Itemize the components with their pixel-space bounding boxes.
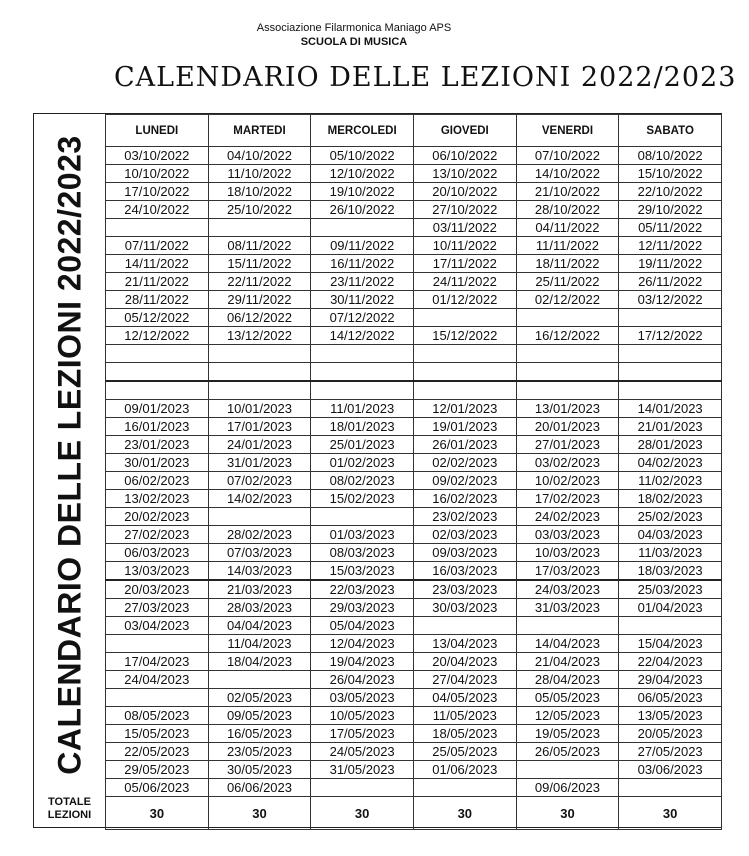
date-cell: 27/01/2023 (516, 436, 619, 454)
date-cell: 06/06/2023 (208, 779, 311, 797)
date-cell: 25/11/2022 (516, 273, 619, 291)
date-cell: 25/05/2023 (413, 743, 516, 761)
date-cell: 15/11/2022 (208, 255, 311, 273)
date-cell: 08/03/2023 (311, 544, 414, 562)
date-cell: 27/03/2023 (106, 599, 209, 617)
date-cell: 05/05/2023 (516, 689, 619, 707)
total-cell: 30 (619, 797, 722, 830)
date-cell: 07/12/2022 (311, 309, 414, 327)
date-cell: 21/10/2022 (516, 183, 619, 201)
date-cell: 11/03/2023 (619, 544, 722, 562)
date-cell: 04/03/2023 (619, 526, 722, 544)
date-cell: 22/10/2022 (619, 183, 722, 201)
date-cell (208, 381, 311, 400)
date-cell: 30/03/2023 (413, 599, 516, 617)
totals-row (106, 797, 722, 830)
date-cell: 12/01/2023 (413, 400, 516, 418)
date-cell: 19/05/2023 (516, 725, 619, 743)
date-cell: 21/01/2023 (619, 418, 722, 436)
date-cell: 09/02/2023 (413, 472, 516, 490)
date-cell: 27/10/2022 (413, 201, 516, 219)
date-cell: 18/04/2023 (208, 653, 311, 671)
table-row (106, 599, 722, 617)
date-cell (516, 761, 619, 779)
totals-label: TOTALE LEZIONI (47, 796, 92, 821)
table-row (106, 689, 722, 707)
date-cell: 19/11/2022 (619, 255, 722, 273)
date-cell (619, 381, 722, 400)
date-cell: 01/03/2023 (311, 526, 414, 544)
table-row (106, 653, 722, 671)
date-cell (311, 345, 414, 363)
date-cell: 30/05/2023 (208, 761, 311, 779)
date-cell (208, 363, 311, 382)
table-row (106, 454, 722, 472)
date-cell: 11/10/2022 (208, 165, 311, 183)
date-cell: 17/03/2023 (516, 562, 619, 581)
date-cell: 23/01/2023 (106, 436, 209, 454)
date-cell: 10/05/2023 (311, 707, 414, 725)
table-row (106, 544, 722, 562)
date-cell (516, 309, 619, 327)
date-cell: 05/10/2022 (311, 147, 414, 165)
date-cell: 28/01/2023 (619, 436, 722, 454)
date-cell: 02/12/2022 (516, 291, 619, 309)
date-cell: 25/10/2022 (208, 201, 311, 219)
date-cell (106, 345, 209, 363)
weekday-header: VENERDI (516, 115, 619, 147)
date-cell: 12/11/2022 (619, 237, 722, 255)
date-cell (311, 219, 414, 237)
date-cell (311, 363, 414, 382)
date-cell: 16/01/2023 (106, 418, 209, 436)
date-cell: 07/10/2022 (516, 147, 619, 165)
date-cell: 13/05/2023 (619, 707, 722, 725)
date-cell: 06/12/2022 (208, 309, 311, 327)
date-cell: 28/10/2022 (516, 201, 619, 219)
date-cell: 13/10/2022 (413, 165, 516, 183)
table-row (106, 363, 722, 382)
date-cell: 18/02/2023 (619, 490, 722, 508)
date-cell: 18/03/2023 (619, 562, 722, 581)
table-row (106, 165, 722, 183)
date-cell: 22/11/2022 (208, 273, 311, 291)
date-cell: 13/04/2023 (413, 635, 516, 653)
date-cell: 06/02/2023 (106, 472, 209, 490)
total-cell: 30 (413, 797, 516, 830)
date-cell: 03/12/2022 (619, 291, 722, 309)
date-cell: 24/11/2022 (413, 273, 516, 291)
date-cell: 01/04/2023 (619, 599, 722, 617)
date-cell: 04/05/2023 (413, 689, 516, 707)
date-cell: 28/11/2022 (106, 291, 209, 309)
date-cell: 18/01/2023 (311, 418, 414, 436)
date-cell: 16/11/2022 (311, 255, 414, 273)
date-cell: 06/03/2023 (106, 544, 209, 562)
date-cell (516, 345, 619, 363)
association-name: Associazione Filarmonica Maniago APS (256, 22, 452, 34)
table-row (106, 562, 722, 581)
date-cell: 02/05/2023 (208, 689, 311, 707)
date-cell: 03/11/2022 (413, 219, 516, 237)
date-cell: 29/05/2023 (106, 761, 209, 779)
date-cell (413, 617, 516, 635)
table-row (106, 381, 722, 400)
date-cell: 31/05/2023 (311, 761, 414, 779)
date-cell: 05/11/2022 (619, 219, 722, 237)
date-cell (619, 309, 722, 327)
date-cell: 28/04/2023 (516, 671, 619, 689)
date-cell: 26/01/2023 (413, 436, 516, 454)
date-cell: 15/05/2023 (106, 725, 209, 743)
date-cell: 30/01/2023 (106, 454, 209, 472)
date-cell: 16/05/2023 (208, 725, 311, 743)
date-cell: 10/10/2022 (106, 165, 209, 183)
date-cell: 16/02/2023 (413, 490, 516, 508)
date-cell: 08/11/2022 (208, 237, 311, 255)
date-cell: 11/05/2023 (413, 707, 516, 725)
date-cell: 07/11/2022 (106, 237, 209, 255)
date-cell: 06/05/2023 (619, 689, 722, 707)
date-cell (413, 381, 516, 400)
date-cell: 21/04/2023 (516, 653, 619, 671)
date-cell (619, 617, 722, 635)
date-cell: 03/06/2023 (619, 761, 722, 779)
date-cell: 11/04/2023 (208, 635, 311, 653)
side-title (34, 114, 105, 795)
date-cell: 03/03/2023 (516, 526, 619, 544)
date-cell: 13/03/2023 (106, 562, 209, 581)
date-cell: 09/05/2023 (208, 707, 311, 725)
date-cell: 24/05/2023 (311, 743, 414, 761)
date-cell (311, 508, 414, 526)
date-cell: 17/11/2022 (413, 255, 516, 273)
table-row (106, 580, 722, 599)
date-cell: 27/05/2023 (619, 743, 722, 761)
calendar-body (106, 147, 722, 797)
table-row (106, 201, 722, 219)
date-cell: 18/11/2022 (516, 255, 619, 273)
date-cell: 16/12/2022 (516, 327, 619, 345)
date-cell: 20/03/2023 (106, 580, 209, 599)
date-cell: 04/04/2023 (208, 617, 311, 635)
date-cell: 27/02/2023 (106, 526, 209, 544)
date-cell (311, 381, 414, 400)
date-cell: 23/05/2023 (208, 743, 311, 761)
date-cell: 29/03/2023 (311, 599, 414, 617)
table-row (106, 707, 722, 725)
date-cell: 02/03/2023 (413, 526, 516, 544)
date-cell (106, 363, 209, 382)
weekday-header: LUNEDI (106, 115, 209, 147)
lessons-calendar-table (105, 114, 722, 830)
table-row (106, 291, 722, 309)
table-row (106, 327, 722, 345)
date-cell: 09/01/2023 (106, 400, 209, 418)
date-cell: 31/01/2023 (208, 454, 311, 472)
date-cell: 04/11/2022 (516, 219, 619, 237)
weekday-header: MERCOLEDI (311, 115, 414, 147)
page-title: CALENDARIO DELLE LEZIONI 2022/2023 (114, 62, 737, 93)
date-cell: 22/04/2023 (619, 653, 722, 671)
date-cell: 12/05/2023 (516, 707, 619, 725)
date-cell: 24/02/2023 (516, 508, 619, 526)
table-row (106, 147, 722, 165)
date-cell (619, 363, 722, 382)
date-cell: 31/03/2023 (516, 599, 619, 617)
date-cell: 03/05/2023 (311, 689, 414, 707)
total-cell: 30 (106, 797, 209, 830)
date-cell: 28/02/2023 (208, 526, 311, 544)
date-cell: 24/03/2023 (516, 580, 619, 599)
date-cell (208, 219, 311, 237)
table-row (106, 219, 722, 237)
table-row (106, 526, 722, 544)
date-cell: 20/05/2023 (619, 725, 722, 743)
date-cell: 08/02/2023 (311, 472, 414, 490)
date-cell: 09/06/2023 (516, 779, 619, 797)
date-cell: 16/03/2023 (413, 562, 516, 581)
date-cell: 10/03/2023 (516, 544, 619, 562)
date-cell (413, 779, 516, 797)
date-cell: 22/05/2023 (106, 743, 209, 761)
date-cell (208, 671, 311, 689)
date-cell: 13/02/2023 (106, 490, 209, 508)
table-row (106, 761, 722, 779)
date-cell: 09/03/2023 (413, 544, 516, 562)
table-row (106, 273, 722, 291)
date-cell: 10/11/2022 (413, 237, 516, 255)
date-cell: 20/01/2023 (516, 418, 619, 436)
date-cell: 04/02/2023 (619, 454, 722, 472)
table-row (106, 400, 722, 418)
date-cell: 26/04/2023 (311, 671, 414, 689)
total-cell: 30 (311, 797, 414, 830)
table-row (106, 436, 722, 454)
date-cell: 30/11/2022 (311, 291, 414, 309)
date-cell: 26/10/2022 (311, 201, 414, 219)
date-cell: 28/03/2023 (208, 599, 311, 617)
table-row (106, 508, 722, 526)
table-row (106, 617, 722, 635)
date-cell: 18/10/2022 (208, 183, 311, 201)
date-cell: 05/06/2023 (106, 779, 209, 797)
date-cell (106, 381, 209, 400)
date-cell (516, 363, 619, 382)
date-cell: 26/05/2023 (516, 743, 619, 761)
date-cell: 10/01/2023 (208, 400, 311, 418)
date-cell (516, 381, 619, 400)
date-cell: 14/12/2022 (311, 327, 414, 345)
date-cell: 13/01/2023 (516, 400, 619, 418)
date-cell: 08/10/2022 (619, 147, 722, 165)
date-cell: 14/04/2023 (516, 635, 619, 653)
date-cell: 19/10/2022 (311, 183, 414, 201)
date-cell: 15/04/2023 (619, 635, 722, 653)
date-cell (413, 309, 516, 327)
date-cell: 27/04/2023 (413, 671, 516, 689)
date-cell: 17/04/2023 (106, 653, 209, 671)
table-row (106, 635, 722, 653)
date-cell: 17/10/2022 (106, 183, 209, 201)
date-cell: 07/03/2023 (208, 544, 311, 562)
date-cell: 15/10/2022 (619, 165, 722, 183)
date-cell: 21/03/2023 (208, 580, 311, 599)
date-cell: 07/02/2023 (208, 472, 311, 490)
date-cell: 14/03/2023 (208, 562, 311, 581)
date-cell: 20/04/2023 (413, 653, 516, 671)
date-cell: 12/10/2022 (311, 165, 414, 183)
date-cell (208, 508, 311, 526)
date-cell (106, 219, 209, 237)
date-cell: 05/04/2023 (311, 617, 414, 635)
date-cell: 23/03/2023 (413, 580, 516, 599)
weekday-header: GIOVEDI (413, 115, 516, 147)
date-cell (619, 345, 722, 363)
date-cell: 03/02/2023 (516, 454, 619, 472)
date-cell: 24/04/2023 (106, 671, 209, 689)
date-cell: 11/01/2023 (311, 400, 414, 418)
date-cell (619, 779, 722, 797)
table-row (106, 255, 722, 273)
table-row (106, 725, 722, 743)
date-cell (516, 617, 619, 635)
date-cell (106, 689, 209, 707)
total-cell: 30 (208, 797, 311, 830)
date-cell: 15/12/2022 (413, 327, 516, 345)
weekday-header: MARTEDI (208, 115, 311, 147)
date-cell (413, 345, 516, 363)
date-cell: 11/02/2023 (619, 472, 722, 490)
table-row (106, 779, 722, 797)
date-cell: 25/03/2023 (619, 580, 722, 599)
table-row (106, 418, 722, 436)
date-cell: 03/04/2023 (106, 617, 209, 635)
date-cell: 20/02/2023 (106, 508, 209, 526)
date-cell: 03/10/2022 (106, 147, 209, 165)
date-cell: 19/01/2023 (413, 418, 516, 436)
date-cell: 29/10/2022 (619, 201, 722, 219)
date-cell: 15/02/2023 (311, 490, 414, 508)
date-cell: 15/03/2023 (311, 562, 414, 581)
date-cell: 19/04/2023 (311, 653, 414, 671)
date-cell (106, 635, 209, 653)
school-name: SCUOLA DI MUSICA (300, 36, 408, 48)
date-cell: 25/02/2023 (619, 508, 722, 526)
date-cell: 12/04/2023 (311, 635, 414, 653)
date-cell: 17/02/2023 (516, 490, 619, 508)
date-cell: 01/02/2023 (311, 454, 414, 472)
table-row (106, 490, 722, 508)
date-cell (413, 363, 516, 382)
table-row (106, 183, 722, 201)
date-cell (311, 779, 414, 797)
date-cell: 29/11/2022 (208, 291, 311, 309)
date-cell: 26/11/2022 (619, 273, 722, 291)
date-cell: 29/04/2023 (619, 671, 722, 689)
date-cell: 04/10/2022 (208, 147, 311, 165)
date-cell: 10/02/2023 (516, 472, 619, 490)
date-cell: 08/05/2023 (106, 707, 209, 725)
date-cell: 14/02/2023 (208, 490, 311, 508)
date-cell: 22/03/2023 (311, 580, 414, 599)
date-cell: 06/10/2022 (413, 147, 516, 165)
date-cell: 14/01/2023 (619, 400, 722, 418)
date-cell: 17/12/2022 (619, 327, 722, 345)
side-title-text: CALENDARIO DELLE LEZIONI 2022/2023 (51, 134, 87, 775)
date-cell: 18/05/2023 (413, 725, 516, 743)
date-cell: 13/12/2022 (208, 327, 311, 345)
date-cell: 05/12/2022 (106, 309, 209, 327)
date-cell: 12/12/2022 (106, 327, 209, 345)
date-cell (208, 345, 311, 363)
table-row (106, 309, 722, 327)
date-cell: 09/11/2022 (311, 237, 414, 255)
weekday-header-row (106, 115, 722, 147)
date-cell: 17/05/2023 (311, 725, 414, 743)
table-row (106, 671, 722, 689)
date-cell: 01/06/2023 (413, 761, 516, 779)
weekday-header: SABATO (619, 115, 722, 147)
date-cell: 24/01/2023 (208, 436, 311, 454)
total-cell: 30 (516, 797, 619, 830)
date-cell: 01/12/2022 (413, 291, 516, 309)
date-cell: 14/11/2022 (106, 255, 209, 273)
date-cell: 25/01/2023 (311, 436, 414, 454)
table-row (106, 345, 722, 363)
table-row (106, 743, 722, 761)
table-row (106, 472, 722, 490)
date-cell: 20/10/2022 (413, 183, 516, 201)
date-cell: 11/11/2022 (516, 237, 619, 255)
table-row (106, 237, 722, 255)
date-cell: 23/02/2023 (413, 508, 516, 526)
date-cell: 24/10/2022 (106, 201, 209, 219)
date-cell: 14/10/2022 (516, 165, 619, 183)
date-cell: 02/02/2023 (413, 454, 516, 472)
date-cell: 17/01/2023 (208, 418, 311, 436)
date-cell: 23/11/2022 (311, 273, 414, 291)
date-cell: 21/11/2022 (106, 273, 209, 291)
